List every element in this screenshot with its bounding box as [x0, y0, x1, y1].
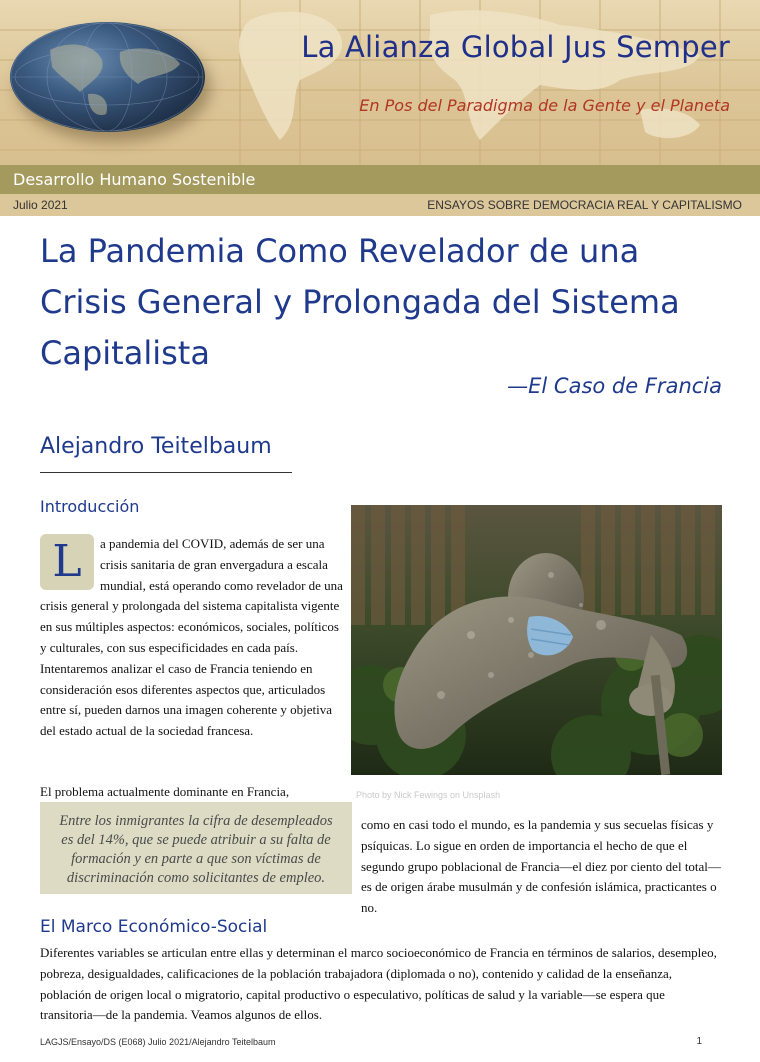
article-photo	[351, 505, 722, 775]
globe-logo-icon	[10, 22, 205, 132]
section-heading-marco: El Marco Económico-Social	[40, 917, 268, 937]
page-number: 1	[696, 1036, 702, 1047]
section-paragraph-marco: Diferentes variables se articulan entre ellas y determinan el marco socioeconómico de Francia en términos de salarios, desempleo, pobreza, desigualdades, calificaciones de la población trabajadora (diplomada o no), contenido y calidad de la enseñanza, población de origen local o migratorio, capital productivo o especulativo, políticas de salud y la variable—se espera que transitoria—de la pandemia. Veamos algunos de ellos.	[40, 945, 717, 1023]
paragraph-continuation: como en casi todo el mundo, es la pandemia y sus secuelas físicas y psíquicas. Lo sigue en orden de importancia el hecho de que el segundo grupo poblacional de Francia—el diez por ciento del total—es de origen árabe musulmán y de confesión islámica, practicantes o no.	[361, 817, 721, 916]
header-banner	[0, 0, 760, 165]
series-label: ENSAYOS SOBRE DEMOCRACIA REAL Y CAPITALISMO	[427, 198, 742, 212]
intro-paragraph: a pandemia del COVID, además de ser una crisis sanitaria de gran envergadura a escala mundial, está operando como revelador de una crisis general y prolongada del sistema capitalista vigente en sus múltiples aspectos: económicos, sociales, políticos y culturales, con sus especificidades en cada país. Intentaremos analizar el caso de Francia teniendo en consideración esos diferentes aspectos que, articulados entre sí, pueden darnos una imagen coherente y objetiva del estado actual de la sociedad francesa.	[40, 536, 343, 739]
publication-date: Julio 2021	[13, 198, 68, 212]
site-title: La Alianza Global Jus Semper	[301, 30, 730, 64]
meta-bar	[0, 194, 760, 216]
author-divider	[40, 472, 292, 473]
article-subtitle: —El Caso de Francia	[507, 374, 722, 398]
author-name: Alejandro Teitelbaum	[40, 434, 272, 459]
section-bar: Desarrollo Humano Sostenible	[0, 165, 760, 194]
photo-credit: Photo by Nick Fewings on Unsplash	[356, 790, 501, 800]
intro-column	[40, 534, 346, 742]
pull-quote: Entre los inmigrantes la cifra de desempleados es del 14%, que se puede atribuir a su falta de formación y en parte a que son víctimas de discriminación como solicitantes de empleo.	[40, 802, 352, 894]
footer-reference: LAGJS/Ensayo/DS (E068) Julio 2021/Alejandro Teitelbaum	[40, 1037, 276, 1047]
intro-heading: Introducción	[40, 497, 140, 516]
paragraph-start: El problema actualmente dominante en Francia,	[40, 784, 290, 799]
site-subtitle: En Pos del Paradigma de la Gente y el Planeta	[359, 96, 730, 115]
drop-cap: L	[40, 534, 94, 590]
article-title: La Pandemia Como Revelador de una Crisis General y Prolongada del Sistema Capitalista	[40, 232, 680, 372]
